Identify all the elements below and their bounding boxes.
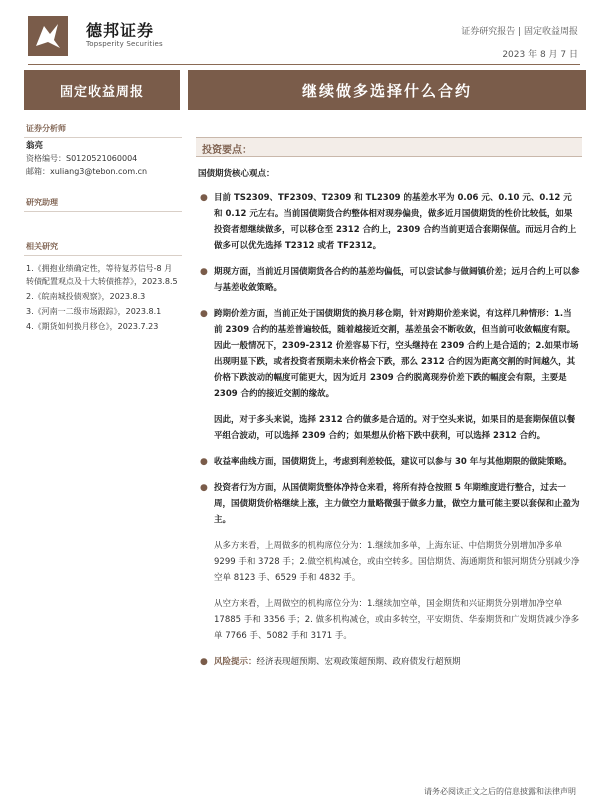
bullet-calendar-spread — [198, 306, 580, 402]
bullet-icon: ● — [200, 309, 208, 319]
analyst-heading: 证券分析师 — [24, 120, 182, 138]
related-research-list — [26, 262, 180, 335]
key-points-body — [198, 166, 580, 676]
paragraph-conclusion: 因此，对于多头来说，选择 2312 合约做多是合适的。对于空头来说，如果目的是套期保值以餐平组合波动，可以选择 2309 合约；如果想从价格下跌中获利，可以选择 2312 合约。 — [214, 415, 576, 441]
risk-warning — [198, 654, 580, 670]
bullet-text: 收益率曲线方面，国债期货上，考虑到利差较低，建议可以参与 30 年与其他期限的做陡策略。 — [214, 457, 572, 467]
bullet-text: 期现方面，当前近月国债期货各合约的基差均偏低，可以尝试参与做阔镇价差；远月合约上可以参与基差收敛策略。 — [214, 267, 580, 293]
paragraph-long-side: 从多方来看，上周做多的机构席位分为：1.继续加多单，上海东证、中信期货分别增加净多单 9299 手和 3728 手；2.做空机构减仓，或由空转多。国信期货、海通期货和银河期货分别减少净空单 8123 手、6529 手和 4832 手。 — [214, 541, 580, 583]
bullet-text: 跨期价差方面，当前正处于国债期货的换月移仓期，针对跨期价差来说，有这样几种情形：1.当前 2309 合约的基差普遍较低，随着越接近交割，基差虽会不断收敛，但当前可收敛幅度有限。因此一般情况下，2309-2312 价差容易下行，空头继持在 2309 合约上是合适的；2.如果市场出现明显下跌，或者投资者预期未来价格会下跌，那么 2312 合约因为距离交割的时间越久，其价格下跌波动的幅度可能更大，因为近月 2309 合约脱离现券价差下跌的幅度会有限，主要是 2309 合约的接近交割的缘故。 — [214, 309, 579, 399]
bullet-yield-curve — [198, 454, 580, 470]
analyst-cert: 资格编号：S0120521060004 — [26, 154, 138, 163]
bullet-spot-futures — [198, 264, 580, 296]
footer-disclaimer: 请务必阅读正文之后的信息披露和法律声明 — [424, 787, 576, 796]
related-item[interactable]: 3.《河南一二级市场跟踪》，2023.8.1 — [26, 307, 162, 316]
bullet-icon: ● — [200, 193, 208, 203]
bullet-investor-behavior — [198, 480, 580, 528]
analyst-name: 翁亮 — [26, 141, 44, 151]
report-type: 证券研究报告 | 固定收益周报 — [461, 27, 578, 37]
report-title: 继续做多选择什么合约 — [188, 70, 586, 110]
related-item[interactable]: 4.《期货如何换月移仓》，2023.7.23 — [26, 322, 159, 331]
report-date: 2023 年 8 月 7 日 — [502, 50, 578, 60]
tebon-logo-icon — [28, 16, 68, 56]
related-item[interactable]: 1.《拥抱业绩确定性，等待复苏信号-8 月转债配置观点及十大转债推荐》，2023.8.5 — [26, 264, 178, 286]
assistant-heading: 研究助理 — [24, 194, 182, 212]
brand-name: 德邦证券 — [86, 21, 155, 40]
related-heading: 相关研究 — [24, 238, 182, 256]
bullet-icon: ● — [200, 483, 208, 493]
bullet-text: 投资者行为方面，从国债期货整体净持仓来看，将所有持仓按照 5 年期维度进行整合，过去一周，国债期货价格继续上涨，主力做空力量略微强于做多力量，做空力量可能主要以套保和止盈为主。 — [214, 483, 580, 525]
bullet-icon: ● — [200, 657, 208, 667]
category-banner: 固定收益周报 — [24, 70, 180, 110]
key-points-heading: 投资要点： — [196, 137, 582, 157]
risk-text: 经济表现超预期、宏观政策超预期、政府债发行超预期 — [256, 657, 461, 667]
header-divider — [28, 64, 580, 65]
core-view-title: 国债期货核心观点： — [198, 169, 275, 179]
bullet-icon: ● — [200, 457, 208, 467]
bullet-icon: ● — [200, 267, 208, 277]
bullet-basis — [198, 190, 580, 254]
analyst-email[interactable]: 邮箱：xuliang3@tebon.com.cn — [26, 167, 148, 176]
paragraph-short-side: 从空方来看，上周做空的机构席位分为：1.继续加空单，国金期货和兴证期货分别增加净空单 17885 手和 3356 手；2. 做多机构减仓，或由多转空，平安期货、华泰期货和广发期货减少净多单 7766 手、5082 手和 3171 手。 — [214, 599, 580, 641]
bullet-text: 目前 TS2309、TF2309、T2309 和 TL2309 的基差水平为 0.06 元、0.10 元、0.12 元和 0.12 元左右。当前国债期货合约整体相对现券偏贵，做多近月国债期货的性价比较低，如果投资者想继续做多，可以移仓至 2312 合约上，2309 合约当前更适合套期保值。而远月合约上做多可以优先选择 T2312 或者 TF2312。 — [214, 193, 577, 251]
risk-label: 风险提示： — [214, 657, 257, 667]
related-item[interactable]: 2.《皖南城投债观察》，2023.8.3 — [26, 292, 146, 301]
brand-name-en: Topsperity Securities — [86, 40, 163, 48]
